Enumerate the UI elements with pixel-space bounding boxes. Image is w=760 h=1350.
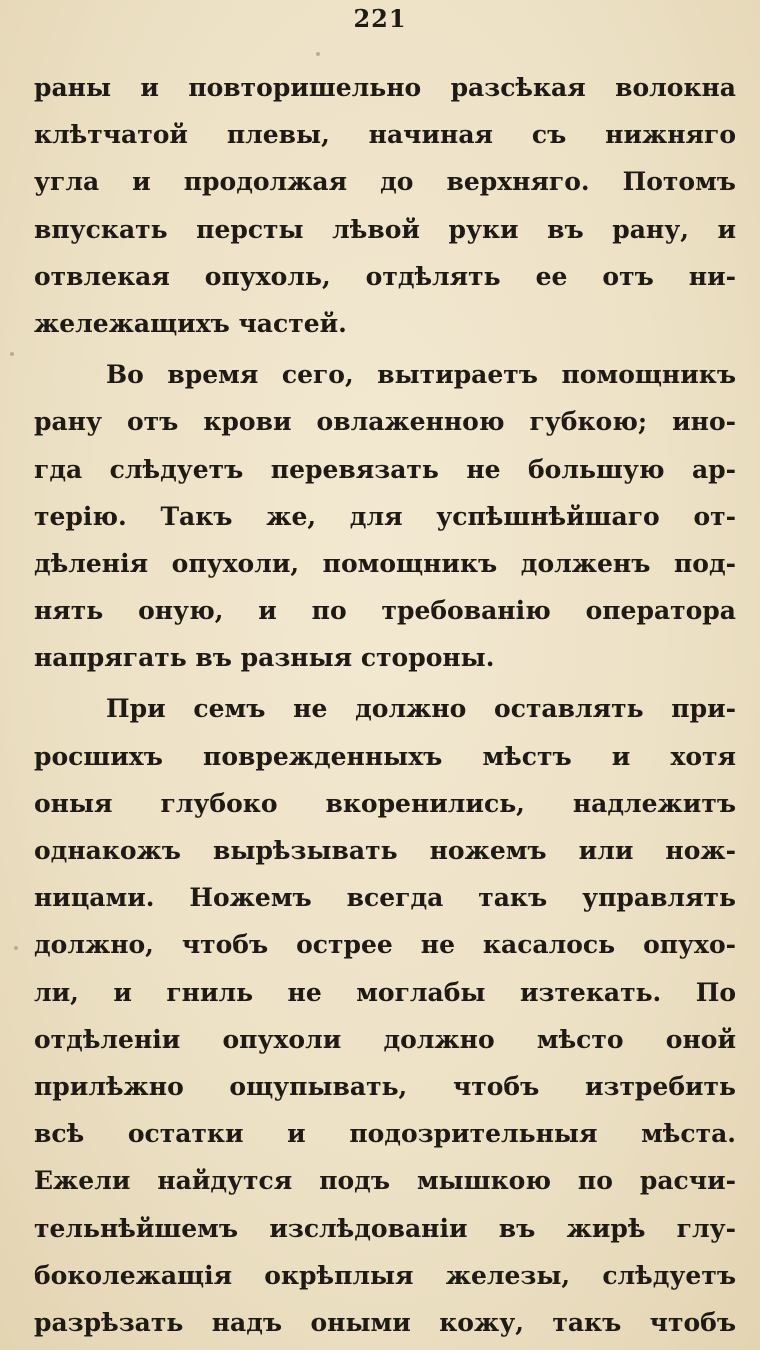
text-line: дѣленія опухоли, помощникъ долженъ под- (34, 548, 736, 578)
text-line: нять оную, и по требованію оператора (34, 596, 736, 626)
text-line: впускать персты лѣвой руки въ рану, и (34, 214, 736, 244)
text-line: гда слѣдуетъ перевязать не большую ар- (34, 454, 736, 484)
text-line: напрягать въ разныя стороны. (34, 643, 495, 673)
text-line: росшихъ поврежденныхъ мѣстъ и хотя (34, 741, 736, 771)
text-line: ли, и гниль не моглабы изтекать. По (34, 977, 736, 1007)
text-line: клѣтчатой плевы, начиная съ нижняго (34, 120, 736, 150)
text-line: терію. Такъ же, для успѣшнѣйшаго от- (34, 501, 736, 531)
text-line: При семъ не должно оставлять при- (106, 694, 736, 724)
paragraph (34, 685, 736, 1346)
paper-speck (316, 52, 320, 56)
text-line: ницами. Ножемъ всегда такъ управлять (34, 883, 736, 913)
page-number: 221 (353, 4, 407, 33)
text-line: однакожъ вырѣзывать ножемъ или нож- (34, 836, 736, 865)
paragraph (34, 351, 736, 681)
text-line: боколежащія окрѣплыя железы, слѣдуетъ (34, 1260, 736, 1290)
text-line: угла и продолжая до верхняго. Потомъ (34, 167, 736, 197)
text-line: Во время сего, вытираетъ помощникъ (106, 360, 736, 390)
text-line: оныя глубоко вкоренились, надлежитъ (34, 788, 736, 818)
paper-speck (10, 352, 14, 356)
text-line: тельнѣйшемъ изслѣдованіи въ жирѣ глу- (34, 1213, 736, 1243)
text-line: всѣ остатки и подозрительныя мѣста. (34, 1119, 736, 1149)
paper-speck (14, 946, 18, 950)
text-line: должно, чтобъ острее не касалось опухо- (34, 930, 736, 960)
text-line: раны и повторишельно разсѣкая волокна (34, 73, 736, 102)
body-text (34, 64, 736, 1346)
text-line: прилѣжно ощупывать, чтобъ изтребить (34, 1071, 736, 1101)
text-line: жележащихъ частей. (34, 308, 347, 338)
text-line: отвлекая опухоль, отдѣлять ее отъ ни- (34, 261, 736, 291)
text-line: рану отъ крови овлаженною губкою; ино- (34, 407, 736, 437)
text-line: Ежели найдутся подъ мышкою по расчи- (34, 1166, 736, 1196)
text-line: отдѣленіи опухоли должно мѣсто оной (34, 1024, 736, 1054)
text-line: разрѣзать надъ оными кожу, такъ чтобъ (34, 1307, 736, 1337)
paragraph (34, 64, 736, 347)
